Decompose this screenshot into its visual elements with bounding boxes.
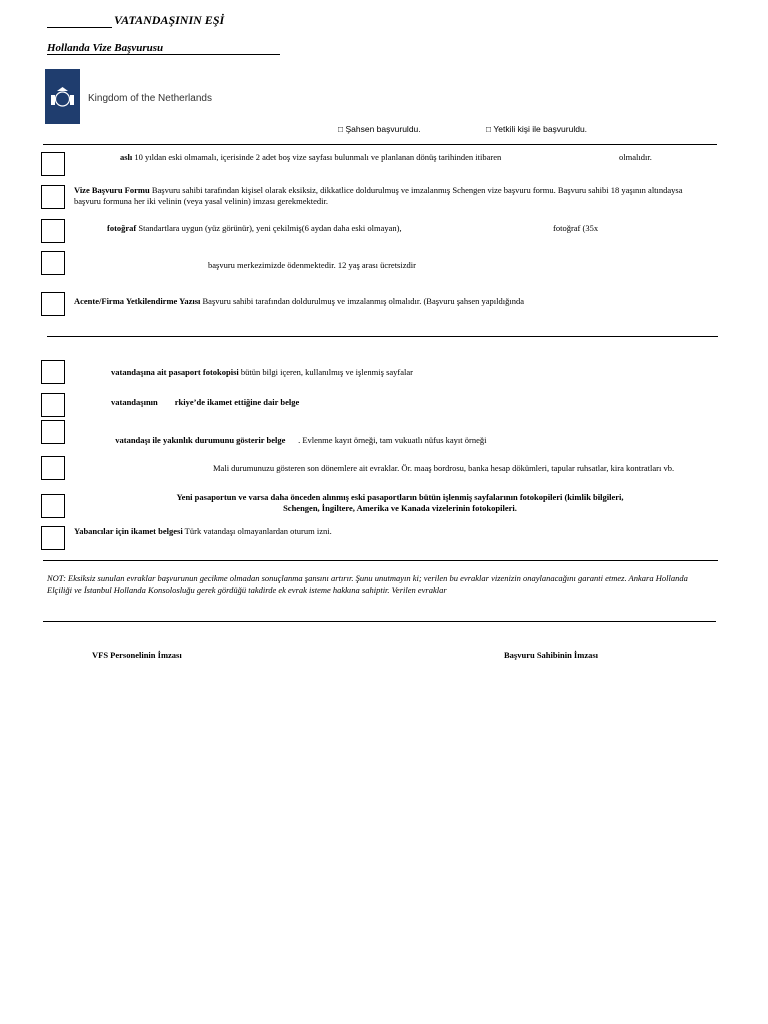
signature-staff-label: VFS Personelinin İmzası [92,650,182,660]
page-subtitle [47,42,280,55]
item-spouse-passport [111,367,511,378]
option-personal[interactable]: □ Şahsen başvuruldu. [338,124,421,134]
item-fee [208,260,508,271]
checkbox[interactable] [41,185,65,209]
item-text: . Evlenme kayıt örneği, tam vukuatlı nüfus kayıt örneği [285,435,487,445]
item-text: Başvuru sahibi tarafından kişisel olarak eksiksiz, dikkatlice doldurulmuş ve imzalanmış Schengen vize başvuru formu. Başvuru sahibi 18 yaşının altındaysa başvuru formuna her iki velinin (veya yasal velinin) imzası gerekmektedir. [74,185,683,206]
coat-of-arms-icon [45,69,80,124]
divider [43,621,716,622]
checkbox[interactable] [41,360,65,384]
checkbox[interactable] [41,152,65,176]
subtitle-text: Hollanda Vize Başvurusu [47,42,164,54]
divider [43,560,718,561]
item-text: Türk vatandaşı olmayanlardan oturum izni. [182,526,332,536]
divider [43,144,717,145]
checkbox[interactable] [41,292,65,316]
checkbox[interactable] [41,494,65,518]
signature-applicant [504,650,598,661]
page-title: VATANDAŞININ EŞİ [114,13,225,27]
signature-applicant-label: Başvuru Sahibinin İmzası [504,650,599,660]
item-financial [213,463,713,474]
item-relation [111,424,531,446]
item-bold: Vize Başvuru Formu [74,185,150,195]
signature-staff [92,650,182,661]
item-bold: Acente/Firma Yetkilendirme Yazısı [74,296,201,306]
item-foreign-residence [74,526,434,537]
checkbox[interactable] [41,251,65,275]
item-text: Başvuru sahibi tarafından doldurulmuş ve imzalanmış olmalıdır. (Başvuru şahsen yapıldığında [200,296,525,306]
item-bold: Yeni pasaportun ve varsa daha önceden alınmış eski pasaportların bütün işlenmiş sayfalarının fotokopileri (kimlik bilgileri, [176,492,624,502]
checkbox[interactable] [41,219,65,243]
item-text: 10 yıldan eski olmamalı, içerisinde 2 adet boş vize sayfası bulunmalı ve planlanan dönüş tarihinden itibaren [132,152,502,162]
checkbox[interactable] [41,456,65,480]
item-bold-2: Schengen, İngiltere, Amerika ve Kanada vizelerinin fotokopileri. [283,503,517,513]
divider [47,336,718,337]
option-authorized[interactable]: □ Yetkili kişi ile başvuruldu. [486,124,588,134]
item-bold: Yabancılar için ikamet belgesi [74,526,183,536]
item-bold: fotoğraf [107,223,137,233]
logo-label: Kingdom of the Netherlands [88,93,212,104]
item-text: Mali durumunuzu gösteren son dönemlere ait evraklar. Ör. maaş bordrosu, banka hesap dökümleri, tapular ruhsatlar, kira kontratları vb. [213,463,675,473]
item-form [74,185,694,207]
checkbox[interactable] [41,393,65,417]
note-text: NOT: Eksiksiz sunulan evraklar başvurunun gecikme olmadan sonuçlanma şansını artırır. Şunu unutmayın ki; verilen bu evraklar vizenizin onaylanacağını garanti etmez. Ankara Hollanda Elçiliği ve İstanbul Hollanda Konsolosluğu gerek gördüğü takdirde ek evrak isteme hakkına sahiptir. Verilen evraklar [47,573,688,595]
item-photo [107,223,437,234]
item-bold: vatandaşının rkiye’de ikamet ettiğine dair belge [111,397,300,407]
netherlands-logo [45,69,80,124]
item-agency [74,296,634,307]
item-tail: olmalıdır. [619,152,652,162]
item-bold: vatandaşına ait pasaport fotokopisi [111,367,239,377]
item-passport [120,152,540,163]
item-text: Standartlara uygun (yüz görünür), yeni çekilmiş(6 aydan daha eski olmayan), [136,223,402,233]
item-text: başvuru merkezimizde ödenmektedir. 12 yaş arası ücretsizdir [208,260,416,270]
item-bold: vatandaşı ile yakınlık durumunu gösterir belge [115,435,286,445]
item-tail: fotoğraf (35x [553,223,599,233]
checkbox[interactable] [41,526,65,550]
item-old-passports [140,492,660,514]
checkbox[interactable] [41,420,65,444]
item-bold: aslı [120,152,133,162]
title-underline [47,27,112,28]
item-residence [111,397,411,408]
item-text: bütün bilgi içeren, kullanılmış ve işlenmiş sayfalar [238,367,413,377]
